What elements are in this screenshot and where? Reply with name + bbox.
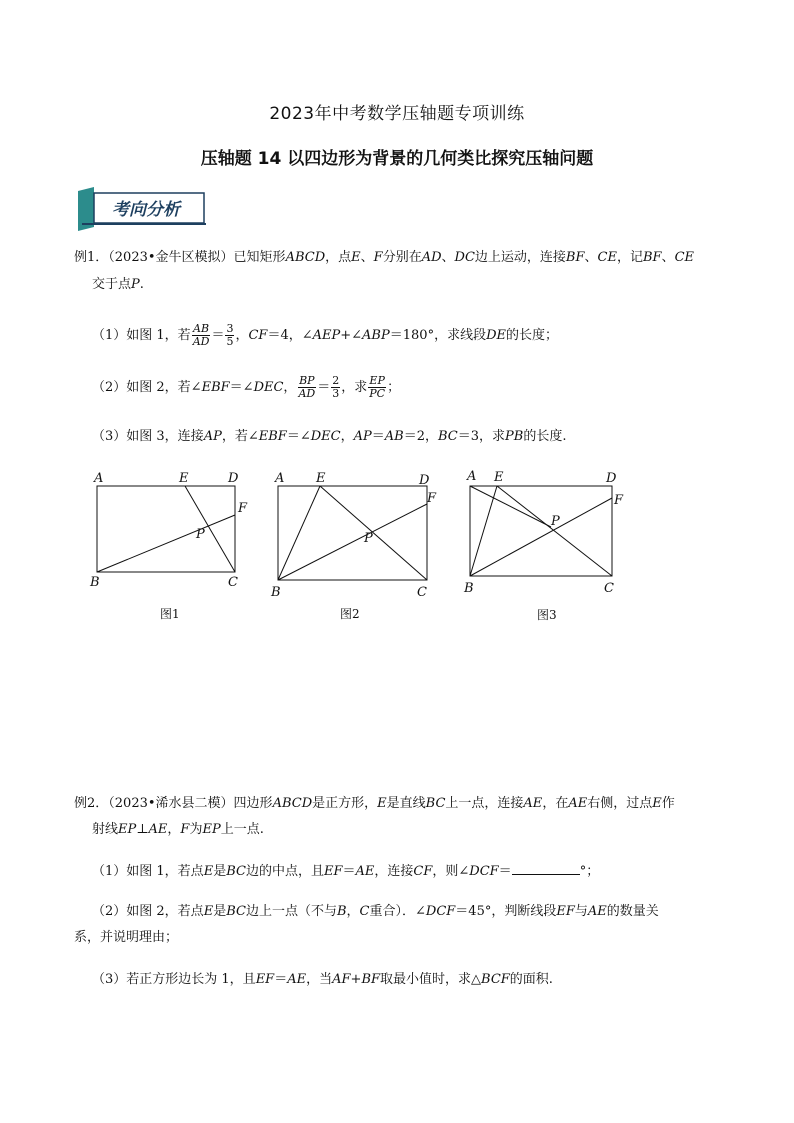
var: AE: [523, 796, 543, 811]
var: AE: [148, 822, 168, 837]
fig2-segment-be: [278, 486, 320, 580]
example2-label: 例2．: [74, 796, 109, 811]
fraction-2-3: [331, 375, 340, 400]
fig3-segment-ap: [470, 486, 551, 527]
answer-blank[interactable]: [512, 862, 580, 875]
text: （1）如图 1，若: [92, 328, 191, 343]
badge-graphic: [74, 187, 206, 231]
frac-den: AD: [192, 335, 210, 348]
text: ，: [235, 328, 249, 343]
var: ABCD: [285, 250, 326, 265]
var: EF: [556, 904, 575, 919]
text: ＝: [211, 328, 225, 343]
text: ，若∠: [221, 429, 259, 444]
example2-question2-line1: [92, 903, 659, 921]
var: AE: [287, 972, 307, 987]
text: ，在: [542, 796, 569, 811]
fig1-label-a: A: [94, 471, 104, 486]
fig3-label-c: C: [604, 581, 614, 596]
fig1-segment-ce: [185, 486, 235, 572]
figure-2: [278, 486, 427, 580]
text: （3）若正方形边长为 1，且: [92, 972, 256, 987]
var: EF: [323, 864, 343, 879]
badge-underline: [82, 223, 206, 225]
text: +∠: [340, 328, 363, 343]
text: 为: [189, 822, 203, 837]
text: ＝45°，判断线段: [455, 904, 557, 919]
fig2-label-c: C: [417, 585, 427, 600]
text: ＝4，∠: [267, 328, 313, 343]
example2-question2-line2: [74, 929, 178, 947]
example2-stem-line2: [92, 821, 264, 839]
text: ＝: [317, 380, 331, 395]
var: BC: [425, 796, 446, 811]
text: 的面积.: [509, 972, 553, 987]
fig2-rectangle: [278, 486, 427, 580]
fig1-label-d: D: [228, 471, 239, 486]
text: ，求: [341, 380, 368, 395]
text: 交于点: [92, 277, 132, 292]
frac-den: AD: [298, 387, 316, 400]
text: .: [139, 277, 144, 292]
example1-label: 例1．: [74, 250, 109, 265]
var: E: [377, 796, 387, 811]
text: 边上运动，连接: [474, 250, 566, 265]
text: ＝: [371, 429, 385, 444]
frac-num: 3: [226, 322, 234, 335]
frac-num: 2: [332, 374, 340, 387]
text: ⊥: [136, 822, 149, 837]
text: ＝2，: [403, 429, 438, 444]
document-subtitle: 压轴题 14 以四边形为背景的几何类比探究压轴问题: [200, 149, 594, 169]
var: DCF: [469, 864, 499, 879]
text: ，: [283, 380, 297, 395]
frac-den: PC: [369, 387, 386, 400]
text: ，连接: [374, 864, 414, 879]
var: E: [351, 250, 361, 265]
fig3-caption: 图3: [537, 608, 557, 622]
var: E: [203, 904, 214, 919]
fig3-rectangle: [470, 486, 612, 576]
var: DEC: [253, 380, 284, 395]
text: ，则∠: [432, 864, 470, 879]
fig2-label-f: F: [427, 491, 437, 506]
fig1-label-c: C: [228, 575, 238, 590]
var: F: [373, 250, 383, 265]
example2-source: （2023•浠水县二模）: [108, 796, 234, 811]
text: ＝180°，求线段: [389, 328, 487, 343]
var: BC: [437, 429, 458, 444]
text: 是直线: [386, 796, 426, 811]
fig2-segment-ec: [320, 486, 427, 580]
fig2-segment-bf: [278, 504, 427, 580]
fig2-label-b: B: [271, 585, 281, 600]
text: ＝: [274, 972, 288, 987]
var: AE: [568, 796, 588, 811]
fig1-label-b: B: [90, 575, 100, 590]
var: AP: [203, 429, 222, 444]
var: AP: [353, 429, 372, 444]
text: 与: [574, 904, 588, 919]
text: °；: [579, 864, 600, 879]
text: 、: [584, 250, 598, 265]
fig1-segment-bf: [97, 515, 235, 572]
fig3-segment-ec: [497, 486, 612, 576]
text: 四边形: [233, 796, 273, 811]
var: BF: [642, 250, 662, 265]
text: 作: [661, 796, 675, 811]
var: AEP: [312, 328, 341, 343]
text: （2）如图 2，若点: [92, 904, 204, 919]
var: ABCD: [272, 796, 313, 811]
text: ，当: [306, 972, 333, 987]
text: （3）如图 3，连接: [92, 429, 204, 444]
fraction-ab-ad: [192, 323, 211, 348]
var: DCF: [425, 904, 456, 919]
text: （2）如图 2，若∠: [92, 380, 202, 395]
text: ＝: [498, 864, 512, 879]
var: AB: [384, 429, 404, 444]
frac-num: BP: [299, 374, 315, 387]
example1-question2: [92, 375, 400, 400]
text: ，: [340, 429, 354, 444]
text: 、: [661, 250, 675, 265]
fig1-rectangle: [97, 486, 235, 572]
text: ，点: [325, 250, 352, 265]
var: CE: [674, 250, 694, 265]
figure-3: [470, 486, 612, 576]
fig2-caption: 图2: [340, 607, 360, 621]
var: E: [652, 796, 662, 811]
text: 右侧，过点: [587, 796, 653, 811]
var: AE: [355, 864, 375, 879]
text: ，: [346, 904, 360, 919]
var: ABP: [362, 328, 390, 343]
text: 边上一点（不与: [245, 904, 337, 919]
var: DEC: [310, 429, 341, 444]
text: 是正方形，: [312, 796, 378, 811]
fig1-label-f: F: [238, 501, 248, 516]
fig3-label-a: A: [467, 469, 477, 484]
text: +: [350, 972, 362, 987]
example1-question3: [92, 428, 566, 446]
text: 的数量关: [606, 904, 659, 919]
text: 、: [441, 250, 455, 265]
var: PB: [505, 429, 524, 444]
var: BC: [226, 904, 246, 919]
example1-stem-line1: [74, 249, 694, 267]
example2-stem-line1: [74, 795, 675, 813]
text: ；: [387, 380, 401, 395]
text: ＝3，求: [457, 429, 506, 444]
var: DC: [454, 250, 475, 265]
frac-num: EP: [369, 374, 385, 387]
text: ，记: [616, 250, 643, 265]
text: 、: [360, 250, 374, 265]
fig3-label-f: F: [614, 493, 624, 508]
fig3-segment-bf: [470, 498, 612, 576]
text: ＝: [342, 864, 356, 879]
text: 的长度；: [506, 328, 559, 343]
text: ＝∠: [229, 380, 254, 395]
fig2-label-p: P: [364, 531, 373, 546]
frac-den: 3: [332, 387, 340, 400]
var: C: [359, 904, 370, 919]
var: EF: [255, 972, 275, 987]
frac-den: 5: [226, 335, 234, 348]
text: 是: [213, 904, 227, 919]
example1-stem-line2: [92, 276, 144, 294]
var: AE: [587, 904, 607, 919]
section-badge: [74, 187, 206, 231]
var: CF: [248, 328, 268, 343]
var: CF: [413, 864, 433, 879]
fig1-caption: 图1: [160, 607, 180, 621]
var: EP: [118, 822, 137, 837]
fig3-label-b: B: [464, 581, 474, 596]
badge-text: 考向分析: [112, 200, 180, 220]
example2-question3: [92, 971, 553, 989]
var: BF: [361, 972, 381, 987]
frac-num: AB: [193, 322, 210, 335]
var: AD: [421, 250, 442, 265]
fig3-label-d: D: [606, 471, 617, 486]
var: EP: [202, 822, 221, 837]
var: P: [131, 277, 140, 292]
fraction-ep-pc: [368, 375, 386, 400]
var: DE: [486, 328, 506, 343]
fig1-label-p: P: [196, 527, 205, 542]
figure-1: [97, 486, 235, 572]
var: EBF: [201, 380, 230, 395]
fraction-bp-ad: [297, 375, 316, 400]
text: 取最小值时，求△: [380, 972, 482, 987]
text: 的长度.: [523, 429, 567, 444]
var: E: [203, 864, 214, 879]
fig3-segment-be: [470, 486, 497, 576]
fig3-label-e: E: [494, 470, 504, 485]
example2-question1: [92, 862, 599, 881]
text: 是: [213, 864, 227, 879]
fraction-3-5: [225, 323, 234, 348]
fig2-label-a: A: [275, 471, 285, 486]
var: BF: [565, 250, 585, 265]
var: EBF: [258, 429, 287, 444]
var: B: [336, 904, 347, 919]
text: 系，并说明理由；: [74, 930, 179, 945]
text: 上一点.: [220, 822, 264, 837]
text: ＝∠: [286, 429, 311, 444]
text: 上一点，连接: [445, 796, 524, 811]
fig1-label-e: E: [179, 471, 189, 486]
geometry-figures: [82, 462, 642, 632]
text: 重合）．∠: [369, 904, 426, 919]
text: ，: [167, 822, 181, 837]
var: BCF: [481, 972, 510, 987]
document-title: 2023年中考数学压轴题专项训练: [269, 104, 525, 124]
text: 射线: [92, 822, 119, 837]
var: F: [180, 822, 190, 837]
text: 边的中点，且: [245, 864, 324, 879]
var: CE: [597, 250, 617, 265]
example1-source: （2023•金牛区模拟）: [108, 250, 234, 265]
text: 已知矩形: [233, 250, 286, 265]
fig2-label-d: D: [419, 473, 430, 488]
var: AF: [332, 972, 351, 987]
var: BC: [226, 864, 246, 879]
example1-question1: [92, 323, 558, 348]
text: （1）如图 1，若点: [92, 864, 204, 879]
fig2-label-e: E: [316, 471, 326, 486]
text: 分别在: [382, 250, 422, 265]
fig3-label-p: P: [551, 514, 560, 529]
